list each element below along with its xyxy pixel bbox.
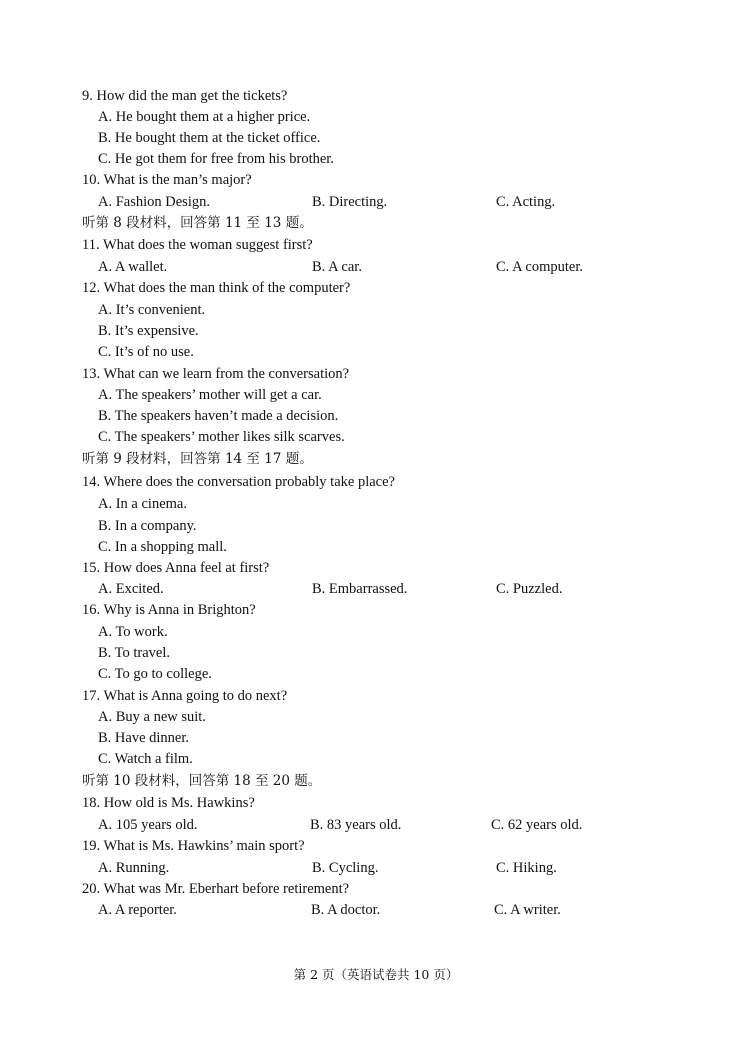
- question-14-option-b: B. In a company.: [98, 518, 197, 534]
- question-11-option-b: B. A car.: [312, 259, 362, 275]
- question-12-option-a: A. It’s convenient.: [98, 302, 206, 318]
- question-18: 18. How old is Ms. Hawkins?: [82, 795, 255, 811]
- question-19-option-c: C. Hiking.: [496, 860, 557, 876]
- question-16-option-c: C. To go to college.: [98, 666, 212, 682]
- question-12-option-c: C. It’s of no use.: [98, 344, 194, 360]
- question-18-option-c: C. 62 years old.: [491, 817, 583, 833]
- section-10-instruction: 听第 10 段材料，回答第 18 至 20 题。: [82, 773, 322, 789]
- question-20-option-c: C. A writer.: [494, 902, 561, 918]
- section-8-instruction: 听第 8 段材料，回答第 11 至 13 题。: [82, 215, 313, 231]
- question-11-option-c: C. A computer.: [496, 259, 583, 275]
- question-18-option-b: B. 83 years old.: [310, 817, 402, 833]
- question-12: 12. What does the man think of the computer?: [82, 280, 351, 296]
- question-18-option-a: A. 105 years old.: [98, 817, 198, 833]
- question-17-option-a: A. Buy a new suit.: [98, 709, 206, 725]
- question-15-option-a: A. Excited.: [98, 581, 164, 597]
- page-footer: 第 2 页（英语试卷共 10 页）: [293, 967, 459, 982]
- question-19: 19. What is Ms. Hawkins’ main sport?: [82, 838, 305, 854]
- question-15-option-b: B. Embarrassed.: [312, 581, 408, 597]
- question-20: 20. What was Mr. Eberhart before retirement?: [82, 881, 350, 897]
- question-15: 15. How does Anna feel at first?: [82, 560, 270, 576]
- question-19-option-b: B. Cycling.: [312, 860, 379, 876]
- question-9-option-b: B. He bought them at the ticket office.: [98, 130, 321, 146]
- question-16-option-b: B. To travel.: [98, 645, 171, 661]
- question-20-option-a: A. A reporter.: [98, 902, 177, 918]
- question-14-option-c: C. In a shopping mall.: [98, 539, 227, 555]
- question-14: 14. Where does the conversation probably take place?: [82, 474, 395, 490]
- question-10-option-c: C. Acting.: [496, 194, 556, 210]
- question-17-option-b: B. Have dinner.: [98, 730, 190, 746]
- question-17: 17. What is Anna going to do next?: [82, 688, 288, 704]
- question-13-option-c: C. The speakers’ mother likes silk scarves.: [98, 429, 345, 445]
- question-20-option-b: B. A doctor.: [311, 902, 381, 918]
- question-12-option-b: B. It’s expensive.: [98, 323, 199, 339]
- question-13-option-b: B. The speakers haven’t made a decision.: [98, 408, 339, 424]
- question-13: 13. What can we learn from the conversation?: [82, 366, 350, 382]
- question-16: 16. Why is Anna in Brighton?: [82, 602, 256, 618]
- question-10: 10. What is the man’s major?: [82, 172, 252, 188]
- question-17-option-c: C. Watch a film.: [98, 751, 193, 767]
- question-16-option-a: A. To work.: [98, 624, 168, 640]
- question-11: 11. What does the woman suggest first?: [82, 237, 313, 253]
- question-15-option-c: C. Puzzled.: [496, 581, 563, 597]
- question-9-option-a: A. He bought them at a higher price.: [98, 109, 311, 125]
- question-19-option-a: A. Running.: [98, 860, 170, 876]
- question-11-option-a: A. A wallet.: [98, 259, 168, 275]
- question-13-option-a: A. The speakers’ mother will get a car.: [98, 387, 322, 403]
- question-9: 9. How did the man get the tickets?: [82, 88, 288, 104]
- question-14-option-a: A. In a cinema.: [98, 496, 187, 512]
- question-10-option-b: B. Directing.: [312, 194, 388, 210]
- question-10-option-a: A. Fashion Design.: [98, 194, 210, 210]
- question-9-option-c: C. He got them for free from his brother.: [98, 151, 334, 167]
- section-9-instruction: 听第 9 段材料，回答第 14 至 17 题。: [82, 451, 313, 467]
